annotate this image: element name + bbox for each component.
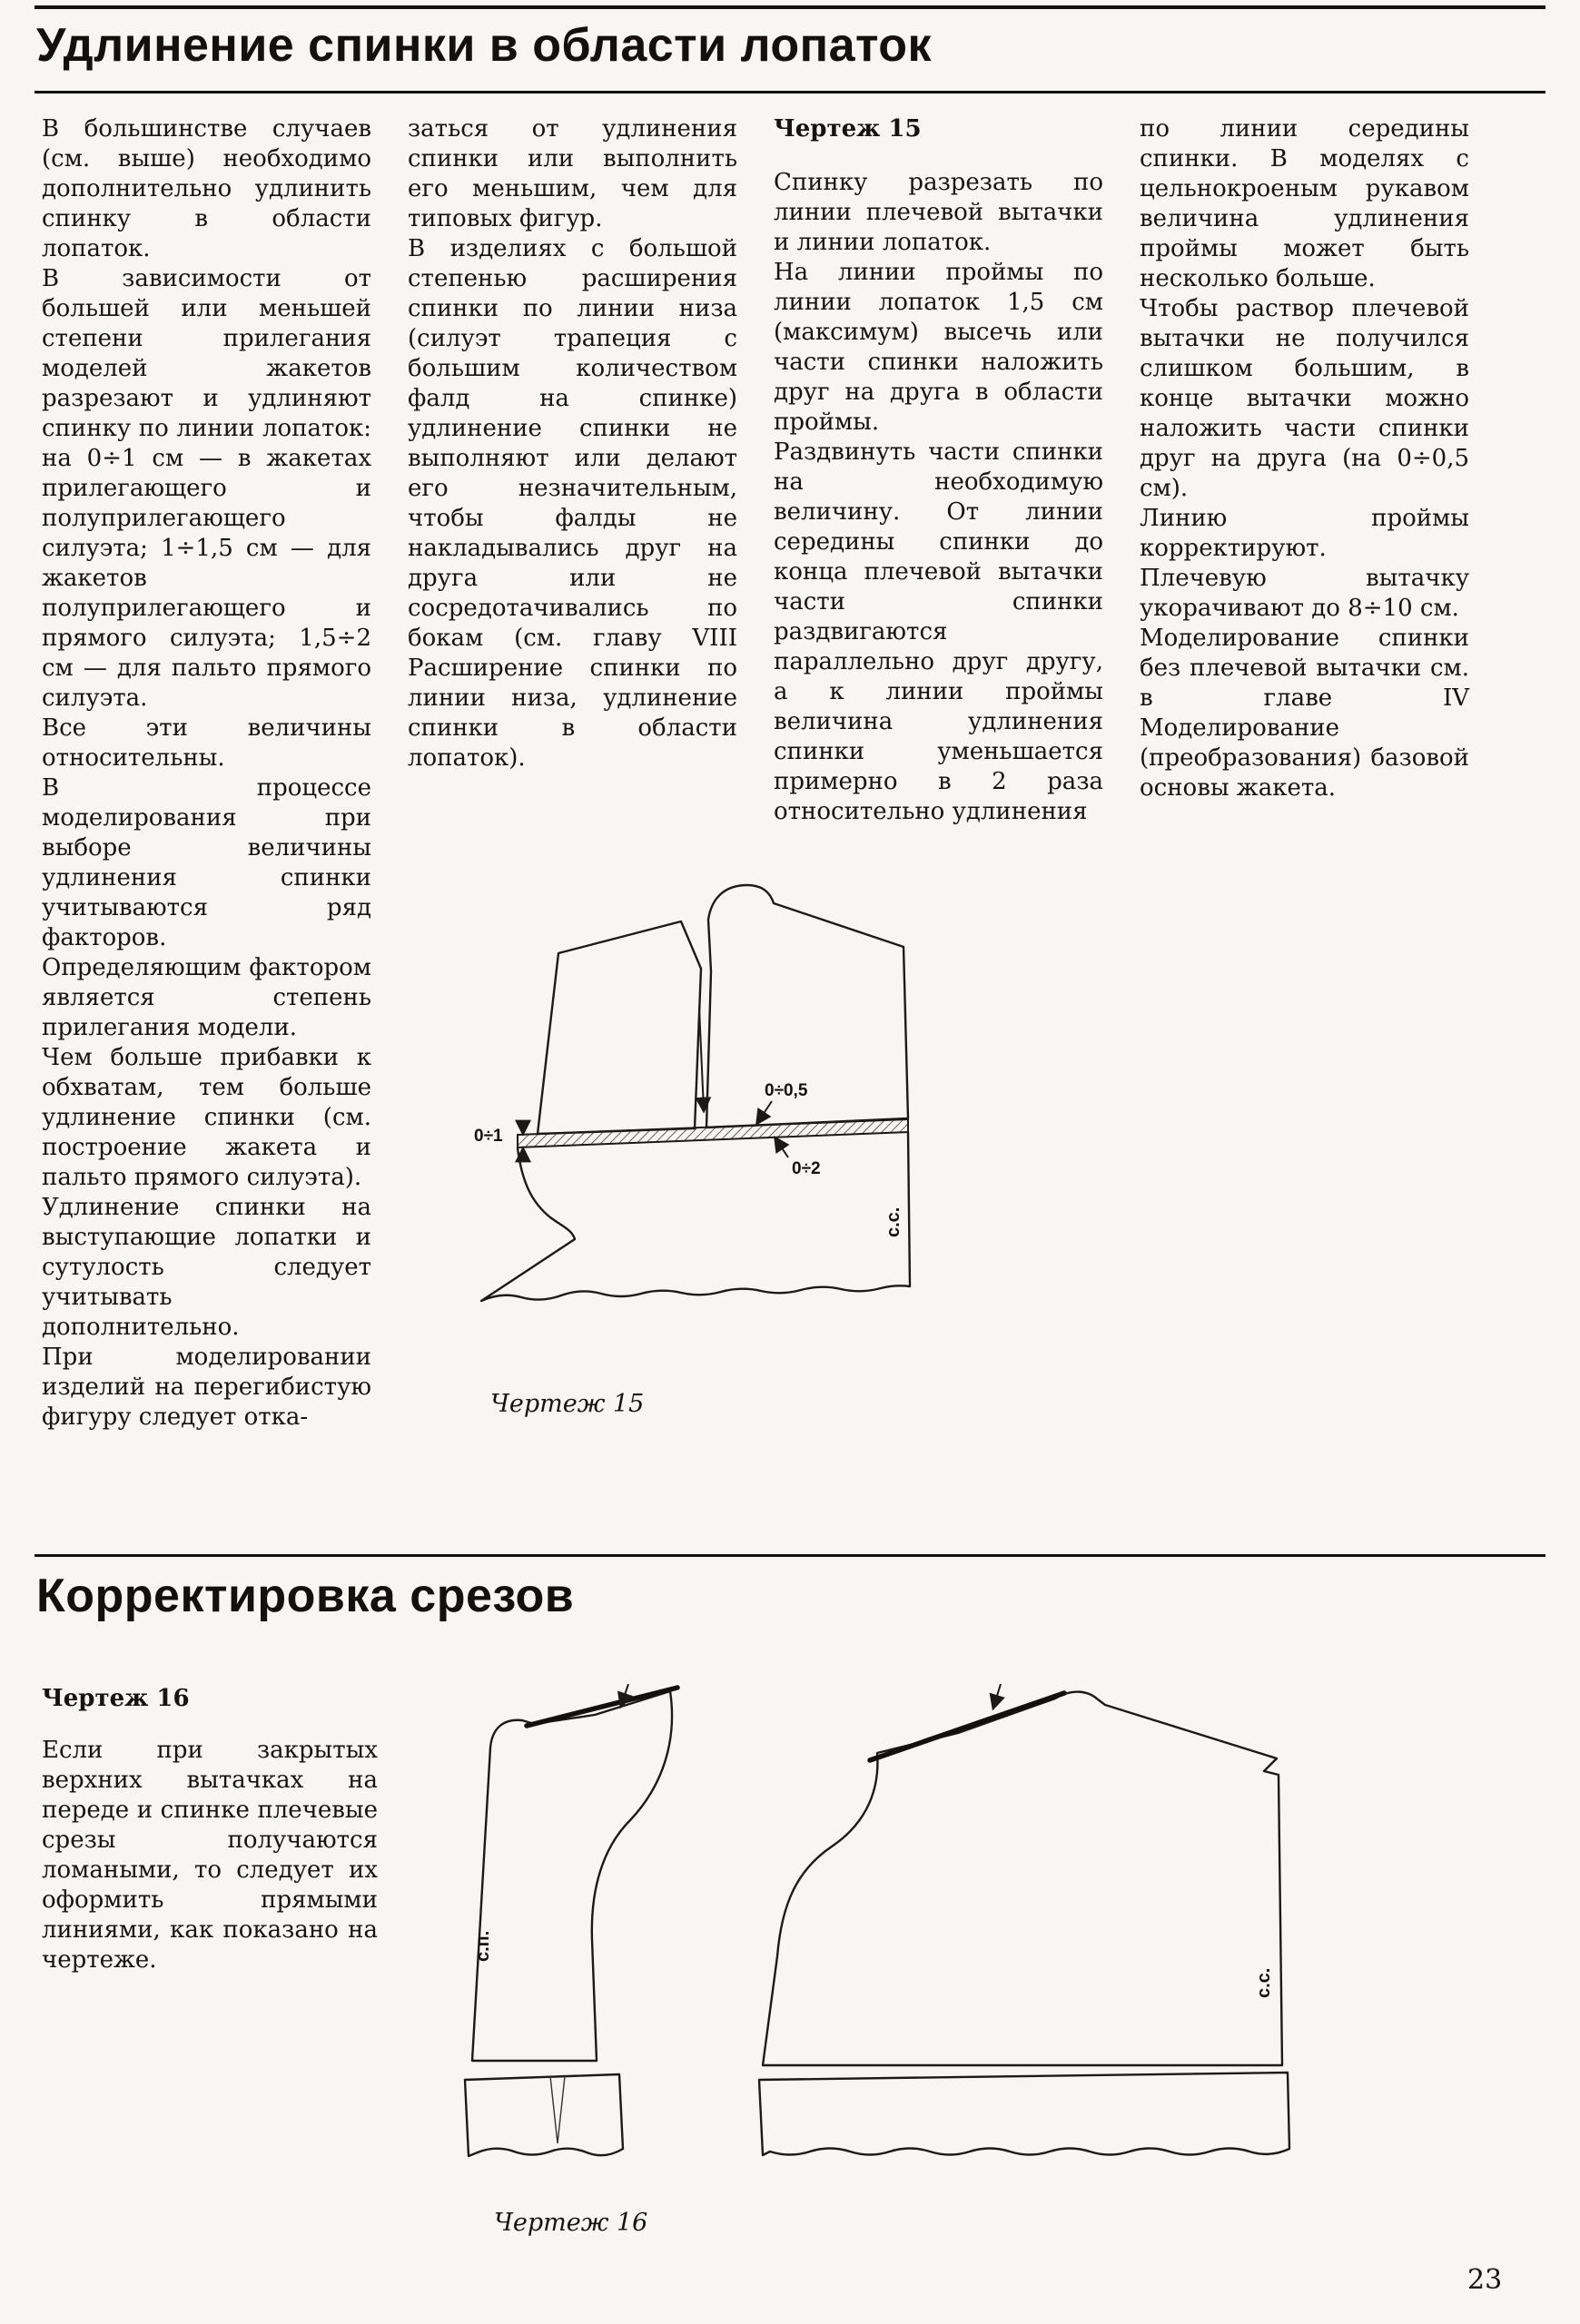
back-shoulder-arrow [993,1684,1001,1708]
front-piece-outline [472,1691,672,2061]
paragraph: по линии середины спинки. В моделях с цельнокроеным рукавом величина удлинения проймы может быть несколько больше. [1140,115,1469,292]
figure-15-heading: Чертеж 15 [774,115,922,143]
top-rule [35,5,1545,9]
page-number: 23 [1467,2264,1503,2296]
back-upper-left-piece [538,921,701,1134]
section2-rule [35,1554,1545,1557]
column-1 [42,114,371,1433]
figure-16 [436,1684,1326,2237]
back-piece-outline [763,1692,1282,2065]
spread-band-hatched [518,1119,908,1147]
front-shoulder-correction-line [527,1688,677,1726]
spread-amount-label-center: 0÷2 [792,1159,821,1178]
section2-title: Корректировка срезов [36,1570,575,1622]
pattern-diagram-15 [472,867,926,1375]
paragraph: Чтобы раствор плечевой вытачки не получился слишком большим, в конце вытачки можно наложить части спинки друг на друга (на 0÷0,5 см). [1140,295,1469,502]
figure-15-caption: Чертеж 15 [490,1390,645,1418]
paragraph: Линию проймы корректируют. [1140,505,1469,562]
figure-16-heading: Чертеж 16 [42,1685,190,1712]
section1-title: Удлинение спинки в области лопаток [36,19,933,72]
figure-15 [472,867,926,1418]
slash-arrow [699,1008,704,1110]
center-front-label: с.п. [473,1930,493,1962]
label-05-leader [757,1101,772,1123]
section1-title-rule [35,91,1545,94]
spread-amount-label-left: 0÷1 [474,1127,503,1146]
center-back-label: с.с. [1254,1967,1274,1998]
paragraph: Чем больше прибавки к обхватам, тем больше удлинение спинки (см. построение жакета и пальто прямого силуэта). [42,1044,371,1191]
paragraph: В зависимости от большей или меньшей степени прилегания моделей жакетов разрезают и удлиняют спинку по линии лопаток: на 0÷1 см — в жакетах прилегающего и полуприлегающего силуэта; 1÷1,5 см — для жакетов полуприлегающего и прямого силуэта; 1,5÷2 см — для пальто прямого силуэта. [42,265,371,712]
paragraph: Моделирование спинки без плечевой вытачки см. в главе IV Моделирование (преобразования) базовой основы жакета. [1140,625,1469,802]
front-dart-lines [550,2076,565,2143]
back-lower-piece [481,1132,910,1301]
figure-16-caption: Чертеж 16 [494,2209,648,2237]
paragraph: На линии проймы по линии лопаток 1,5 см (максимум) высечь или части спинки наложить друг на друга в области проймы. [774,259,1103,436]
paragraph: Удлинение спинки на выступающие лопатки и сутулость следует учитывать дополнительно. [42,1194,371,1341]
front-hem-band [465,2074,623,2156]
paragraph: заться от удлинения спинки или выполнить его меньшим, чем для типовых фигур. [408,115,737,232]
paragraph: В изделиях с большой степенью расширения спинки по линии низа (силуэт трапеция с большим количеством фалд на спинке) удлинение спинки не выполняют или делают его незначительным, чтобы фалды не накладывались друг на друга или не сосредотачивались по бокам (см. главу VIII Расширение спинки по линии низа, удлинение спинки в области лопаток). [408,235,737,772]
paragraph: Раздвинуть части спинки на необходимую величину. От линии середины спинки до конца плечевой вытачки части спинки раздвигаются параллельно друг другу, а к линии проймы величина удлинения спинки уменьшается примерно в 2 раза относительно удлинения [774,438,1103,825]
back-shoulder-correction-line [870,1693,1064,1760]
paragraph: Плечевую вытачку укорачивают до 8÷10 см. [1140,565,1469,622]
pattern-diagram-16 [436,1684,1326,2192]
back-hem-band [759,2073,1289,2155]
paragraph: Спинку разрезать по линии плечевой вытачки и линии лопаток. [774,169,1103,256]
paragraph: При моделировании изделий на перегибистую фигуру следует отка- [42,1344,371,1431]
paragraph: Если при закрытых верхних вытачках на переде и спинке плечевые срезы получаются ломаными, то следует их оформить прямыми линиями, как показано на чертеже. [42,1737,378,1974]
overlap-amount-label: 0÷0,5 [765,1081,808,1100]
paragraph: В процессе моделирования при выборе величины удлинения спинки учитываются ряд факторов. Определяющим фактором является степень прилегания модели. [42,774,371,1041]
label-2-leader [775,1138,788,1157]
paragraph: Все эти величины относительны. [42,714,371,772]
paragraph: В большинстве случаев (см. выше) необходимо дополнительно удлинить спинку в области лопаток. [42,115,371,262]
center-back-label: с.с. [884,1206,904,1237]
column-4 [1140,114,1469,1433]
